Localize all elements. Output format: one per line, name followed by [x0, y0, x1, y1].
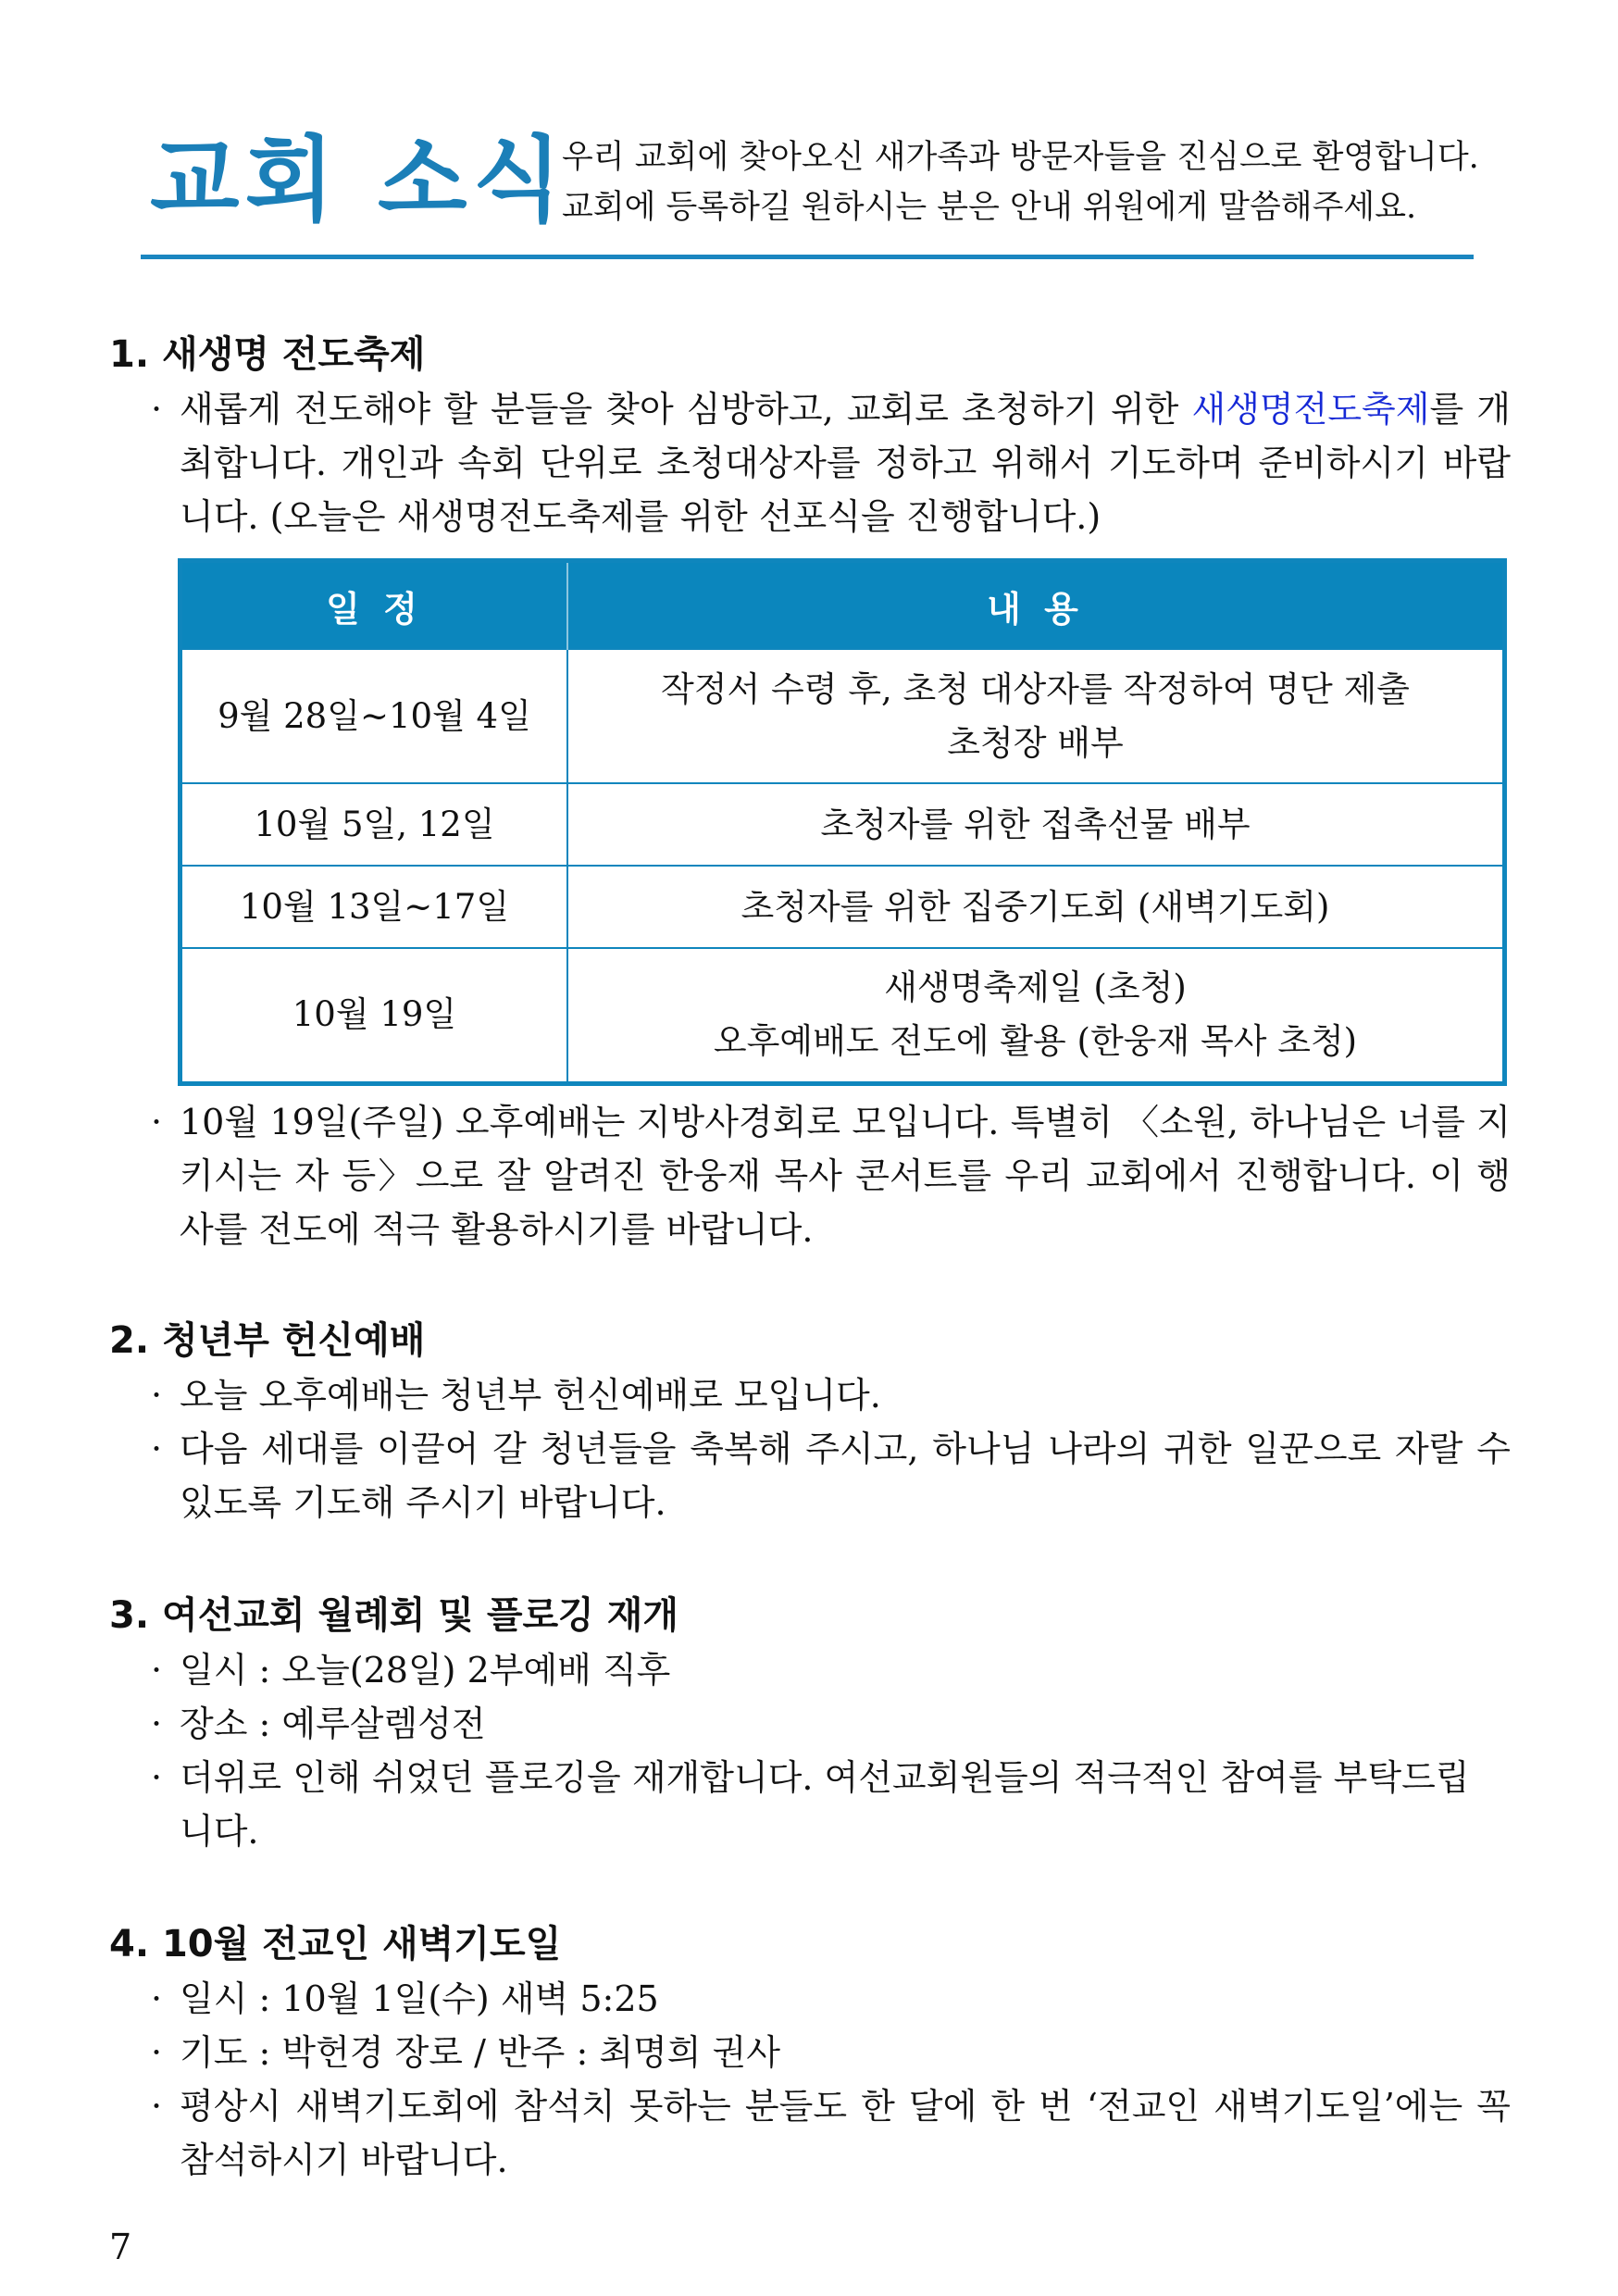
item-text: 오늘 오후예배는 청년부 헌신예배로 모입니다. [180, 1375, 881, 1416]
item-text: 기도 : 박헌경 장로 / 반주 : 최명희 권사 [180, 2032, 780, 2073]
section-title-1: 1. 새생명 전도축제 [109, 333, 426, 376]
section-4-list [141, 1972, 1511, 2187]
bullet-dot: · [150, 1102, 163, 1142]
table-row [180, 649, 1505, 783]
schedule-date: 10월 5일, 12일 [180, 783, 567, 866]
header-divider [141, 255, 1474, 259]
table-row [180, 783, 1505, 866]
bullet-dot: · [150, 389, 163, 430]
header-subtitle [562, 132, 1479, 232]
page-title: 교회 소식 [150, 126, 568, 234]
section-3-list [141, 1643, 1511, 1858]
schedule-content [567, 866, 1505, 948]
list-item [141, 1751, 1475, 1858]
section-1-note [141, 1095, 1511, 1256]
schedule-content [567, 783, 1505, 866]
content-line: 초청자를 위한 접촉선물 배부 [820, 804, 1251, 844]
schedule-date: 10월 19일 [180, 948, 567, 1083]
section-1-intro [141, 382, 1511, 543]
schedule-content [567, 948, 1505, 1083]
item-text: 일시 : 오늘(28일) 2부예배 직후 [180, 1650, 671, 1691]
schedule-table [178, 558, 1507, 1086]
note-text: 10월 19일(주일) 오후예배는 지방사경회로 모입니다. 특별히 〈소원, 하나님은 너를 지키시는 자 등〉으로 잘 알려진 한웅재 목사 콘서트를 우리 교회에서 진행합니다. 이 행사를 전도에 적극 활용하시기를 바랍니다. [180, 1102, 1511, 1250]
intro-text-after: 를 개최합니다. 개인과 속회 단위로 초청대상자를 정하고 위해서 기도하며 준비하시기 바랍니다. (오늘은 새생명전도축제를 위한 선포식을 진행합니다.) [180, 389, 1511, 537]
content-line: 초청자를 위한 집중기도회 (새벽기도회) [741, 886, 1330, 927]
item-text: 평상시 새벽기도회에 참석치 못하는 분들도 한 달에 한 번 ‘전교인 새벽기도일’에는 꼭 참석하시기 바랍니다. [180, 2086, 1511, 2180]
bullet-dot: · [150, 1703, 163, 1744]
bullet-dot: · [150, 1757, 163, 1798]
table-row [180, 866, 1505, 948]
content-line: 초청장 배부 [947, 722, 1124, 763]
subtitle-line-2: 교회에 등록하길 원하시는 분은 안내 위원에게 말씀해주세요. [562, 189, 1417, 226]
bullet-dot: · [150, 1375, 163, 1416]
table-row [180, 948, 1505, 1083]
item-text: 다음 세대를 이끌어 갈 청년들을 축복해 주시고, 하나님 나라의 귀한 일꾼으로 자랄 수 있도록 기도해 주시기 바랍니다. [180, 1429, 1511, 1523]
column-header-content: 내 용 [567, 561, 1505, 650]
schedule-content [567, 649, 1505, 783]
header [141, 125, 1479, 264]
list-item [141, 1368, 1511, 1422]
section-title-2: 2. 청년부 헌신예배 [109, 1319, 426, 1362]
list-item [141, 1422, 1511, 1529]
section-title-3: 3. 여선교회 월례회 및 플로깅 재개 [109, 1594, 678, 1637]
list-item [141, 1972, 1511, 2026]
content-line: 새생명축제일 (초청) [884, 967, 1187, 1008]
list-item [141, 1643, 1511, 1697]
page-number: 7 [109, 2227, 132, 2267]
list-item [141, 2026, 1511, 2079]
list-item [141, 1095, 1511, 1256]
schedule-date: 10월 13일~17일 [180, 866, 567, 948]
bullet-dot: · [150, 1429, 163, 1469]
bullet-dot: · [150, 1978, 163, 2019]
section-title-4: 4. 10월 전교인 새벽기도일 [109, 1923, 562, 1965]
table-header-row [180, 561, 1505, 650]
bullet-dot: · [150, 2086, 163, 2127]
schedule-date: 9월 28일~10월 4일 [180, 649, 567, 783]
item-text: 장소 : 예루살렘성전 [180, 1703, 486, 1744]
item-text: 일시 : 10월 1일(수) 새벽 5:25 [180, 1978, 659, 2019]
intro-text-before: 새롭게 전도해야 할 분들을 찾아 심방하고, 교회로 초청하기 위한 [180, 389, 1192, 430]
list-item [141, 2079, 1511, 2187]
list-item [141, 1697, 1511, 1751]
item-text: 더위로 인해 쉬었던 플로깅을 재개합니다. 여선교회원들의 적극적인 참여를 부탁드립니다. [180, 1757, 1470, 1852]
column-header-date: 일 정 [180, 561, 567, 650]
content-line: 오후예배도 전도에 활용 (한웅재 목사 초청) [713, 1021, 1358, 1062]
list-item [141, 382, 1511, 543]
bullet-dot: · [150, 2032, 163, 2073]
festival-highlight: 새생명전도축제 [1191, 389, 1430, 430]
section-2-list [141, 1368, 1511, 1529]
bullet-dot: · [150, 1650, 163, 1691]
subtitle-line-1: 우리 교회에 찾아오신 새가족과 방문자들을 진심으로 환영합니다. [562, 139, 1479, 176]
content-line: 작정서 수령 후, 초청 대상자를 작정하여 명단 제출 [661, 668, 1410, 709]
